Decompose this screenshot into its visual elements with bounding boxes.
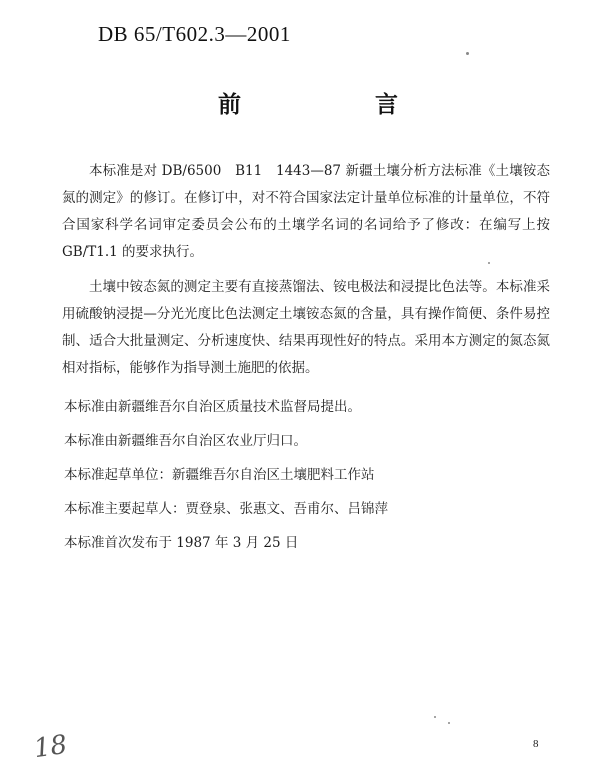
statement-centralized-by: 本标准由新疆维吾尔自治区农业厅归口。: [64, 433, 307, 449]
statement-drafting-unit: 本标准起草单位：新疆维吾尔自治区土壤肥料工作站: [64, 467, 375, 483]
title-char-1: 前: [218, 92, 241, 118]
paragraph-methods: 土壤中铵态氮的测定主要有直接蒸馏法、铵电极法和浸提比色法等。本标准采用硫酸钠浸提—分光光度比色法测定土壤铵态氮的含量，具有操作简便、条件易控制、适合大批量测定、分析速度快、结果再现性好的特点。采用本方测定的氮态氮相对指标，能够作为指导测土施肥的依据。: [62, 279, 550, 376]
title-char-2: 言: [375, 92, 398, 118]
statement-first-issued: 本标准首次发布于 1987 年 3 月 25 日: [64, 535, 299, 551]
statement-drafters: 本标准主要起草人：贾登泉、张惠文、吾甫尔、吕锦萍: [64, 501, 388, 517]
scan-speck: [448, 722, 450, 724]
statement-lines: [62, 394, 550, 557]
paragraph-revision: 本标准是对 DB/6500 B11 1443—87 新疆土壤分析方法标准《土壤铵态氮的测定》的修订。在修订中，对不符合国家法定计量单位标准的计量单位，不符合国家科学名词审定委员会公布的土壤学名词的名词给予了修改：在编写上按 GB/T1.1 的要求执行。: [62, 163, 550, 260]
statement-proposed-by: 本标准由新疆维吾尔自治区质量技术监督局提出。: [64, 399, 361, 415]
handwritten-page-mark: 18: [32, 729, 70, 765]
page-number: 8: [533, 738, 539, 750]
scan-speck: [466, 52, 469, 55]
scan-speck: [434, 716, 436, 718]
page-title: [218, 86, 398, 119]
foreword-body: [62, 158, 550, 564]
scan-speck: [488, 262, 490, 264]
document-code: DB 65/T602.3—2001: [98, 22, 291, 46]
